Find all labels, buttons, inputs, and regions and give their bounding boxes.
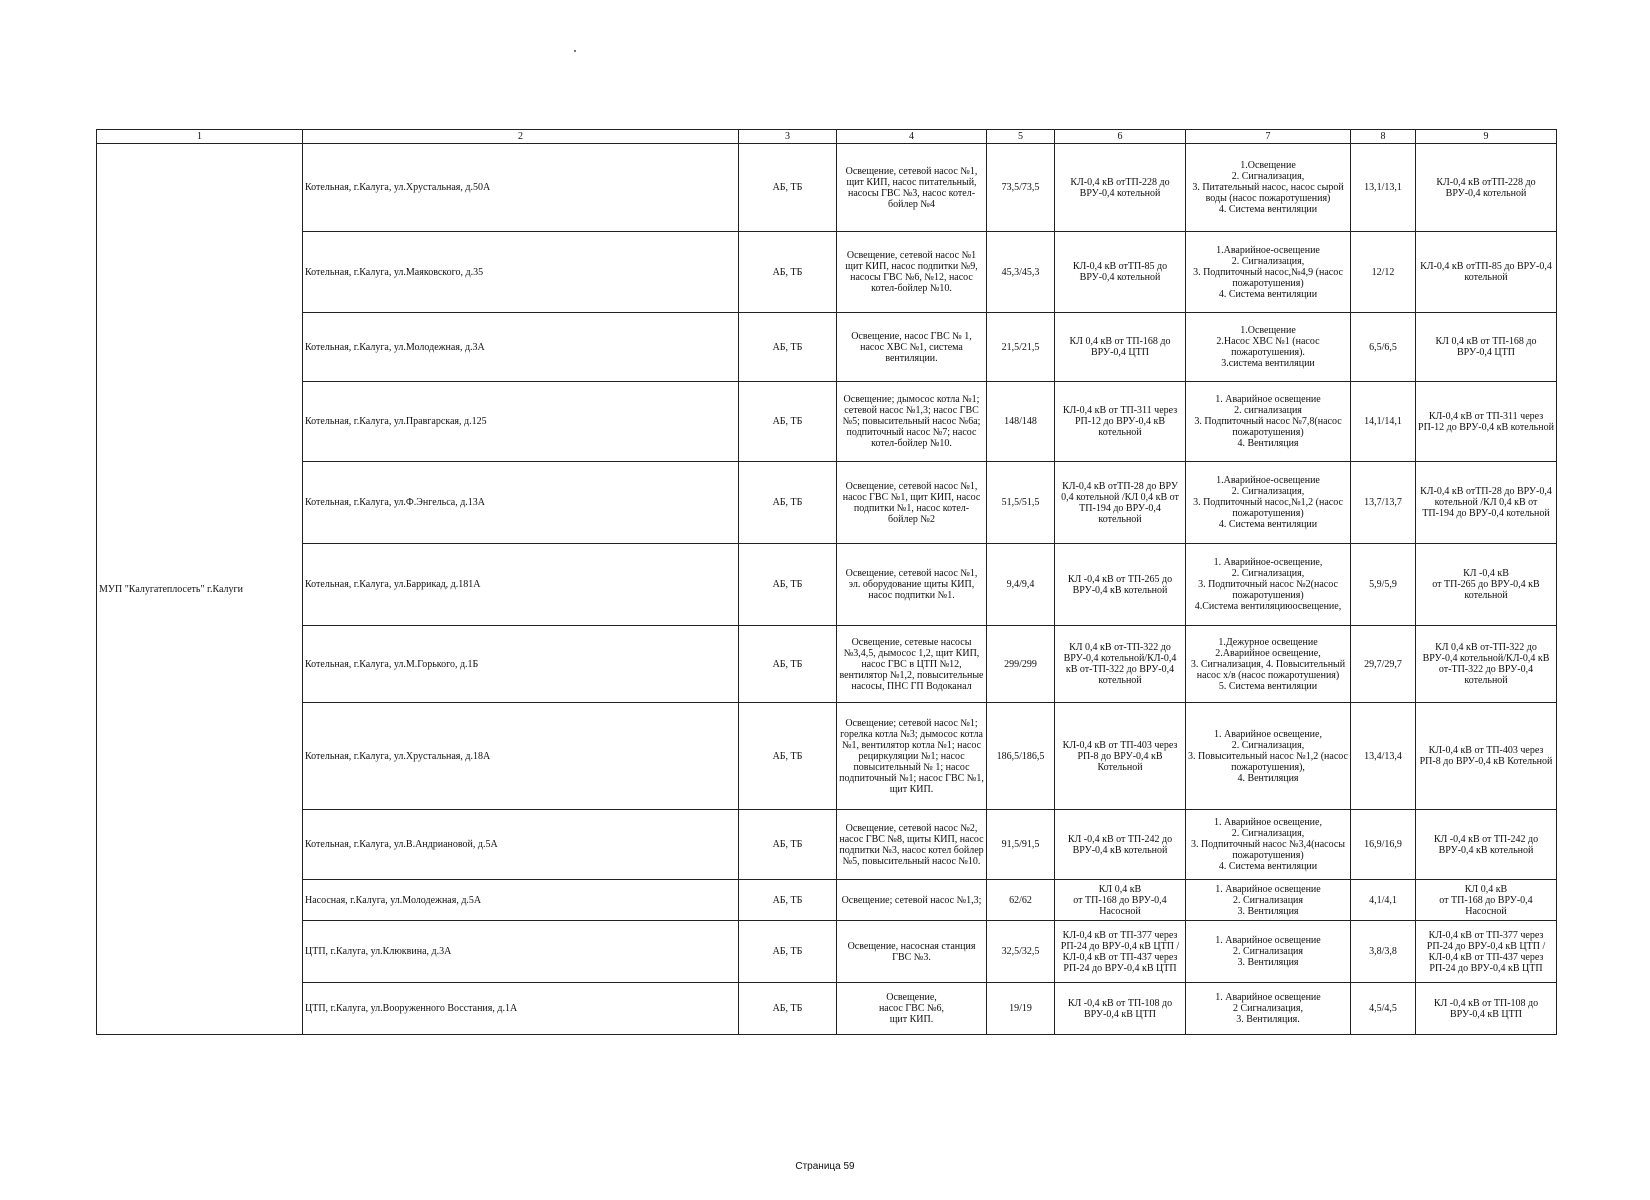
emergency-cell: 1. Аварийное освещение 2. Сигнализация 3. Вентиляция xyxy=(1186,921,1351,983)
reserve-cell: 16,9/16,9 xyxy=(1351,810,1416,880)
emergency-cell: 1. Аварийное освещение 2. Сигнализация 3. Вентиляция xyxy=(1186,880,1351,921)
emergency-cell: 1.Освещение 2.Насос ХВС №1 (насос пожаротушения). 3.система вентиляции xyxy=(1186,313,1351,382)
reserve-cell: 4,1/4,1 xyxy=(1351,880,1416,921)
object-cell: Котельная, г.Калуга, ул.М.Горького, д.1Б xyxy=(303,626,739,703)
route-cell: КЛ-0,4 кВ отТП-28 до ВРУ-0,4 котельной /КЛ 0,4 кВ от ТП-194 до ВРУ-0,4 котельной xyxy=(1416,462,1557,544)
emergency-cell: 1. Аварийное освещение 2. сигнализация 3. Подпиточный насос №7,8(насос пожаротушения) 4. Вентиляция xyxy=(1186,382,1351,462)
emergency-cell: 1.Дежурное освещение 2.Аварийное освещение, 3. Сигнализация, 4. Повысительный насос х/в (насос пожаротушения) 5. Система вентиляции xyxy=(1186,626,1351,703)
object-cell: Котельная, г.Калуга, ул.Хрустальная, д.18А xyxy=(303,703,739,810)
power-cell: 45,3/45,3 xyxy=(987,232,1055,313)
equipment-cell: Освещение, сетевые насосы №3,4,5, дымосос 1,2, щит КИП, насос ГВС в ЦТП №12, вентилятор №1,2, повысительные насосы, ПНС ГП Водоканал xyxy=(837,626,987,703)
emergency-cell: 1.Аварийное-освещение 2. Сигнализация, 3. Подпиточный насос,№4,9 (насос пожаротушения) 4. Система вентиляции xyxy=(1186,232,1351,313)
supply-cell: КЛ 0,4 кВ от ТП-168 до ВРУ-0,4 ЦТП xyxy=(1055,313,1186,382)
reserve-cell: 12/12 xyxy=(1351,232,1416,313)
category-cell: АБ, ТБ xyxy=(739,810,837,880)
organization-cell: МУП "Калугатеплосеть" г.Калуги xyxy=(97,144,303,1035)
object-cell: ЦТП, г.Калуга, ул.Клюквина, д.3А xyxy=(303,921,739,983)
route-cell: КЛ -0,4 кВ от ТП-265 до ВРУ-0,4 кВ котельной xyxy=(1416,544,1557,626)
supply-cell: КЛ -0,4 кВ от ТП-265 до ВРУ-0,4 кВ котельной xyxy=(1055,544,1186,626)
reserve-cell: 5,9/5,9 xyxy=(1351,544,1416,626)
table-row xyxy=(97,921,1557,983)
object-cell: Котельная, г.Калуга, ул.Маяковского, д.35 xyxy=(303,232,739,313)
category-cell: АБ, ТБ xyxy=(739,880,837,921)
emergency-cell: 1. Аварийное освещение, 2. Сигнализация, 3. Повысительный насос №1,2 (насос пожаротушения), 4. Вентиляция xyxy=(1186,703,1351,810)
power-cell: 186,5/186,5 xyxy=(987,703,1055,810)
table-row xyxy=(97,626,1557,703)
header-cell: 7 xyxy=(1186,130,1351,144)
reserve-cell: 14,1/14,1 xyxy=(1351,382,1416,462)
header-cell: 3 xyxy=(739,130,837,144)
table-row xyxy=(97,544,1557,626)
power-cell: 299/299 xyxy=(987,626,1055,703)
header-row xyxy=(97,130,1557,144)
category-cell: АБ, ТБ xyxy=(739,983,837,1035)
header-cell: 2 xyxy=(303,130,739,144)
category-cell: АБ, ТБ xyxy=(739,921,837,983)
supply-cell: КЛ-0,4 кВ от ТП-377 через РП-24 до ВРУ-0,4 кВ ЦТП / КЛ-0,4 кВ от ТП-437 через РП-24 до ВРУ-0,4 кВ ЦТП xyxy=(1055,921,1186,983)
route-cell: КЛ-0,4 кВ отТП-228 до ВРУ-0,4 котельной xyxy=(1416,144,1557,232)
reserve-cell: 13,7/13,7 xyxy=(1351,462,1416,544)
object-cell: Котельная, г.Калуга, ул.Молодежная, д.3А xyxy=(303,313,739,382)
route-cell: КЛ -0,4 кВ от ТП-108 до ВРУ-0,4 кВ ЦТП xyxy=(1416,983,1557,1035)
equipment-cell: Освещение, насос ГВС № 1, насос ХВС №1, система вентиляции. xyxy=(837,313,987,382)
table-row xyxy=(97,703,1557,810)
data-table xyxy=(96,129,1557,1035)
header-cell: 6 xyxy=(1055,130,1186,144)
power-cell: 21,5/21,5 xyxy=(987,313,1055,382)
object-cell: Котельная, г.Калуга, ул.Хрустальная, д.50А xyxy=(303,144,739,232)
table-row xyxy=(97,382,1557,462)
power-cell: 9,4/9,4 xyxy=(987,544,1055,626)
table-row xyxy=(97,880,1557,921)
equipment-cell: Освещение, сетевой насос №1, эл. оборудование щиты КИП, насос подпитки №1. xyxy=(837,544,987,626)
object-cell: Котельная, г.Калуга, ул.В.Андриановой, д.5А xyxy=(303,810,739,880)
supply-cell: КЛ -0,4 кВ от ТП-242 до ВРУ-0,4 кВ котельной xyxy=(1055,810,1186,880)
power-cell: 51,5/51,5 xyxy=(987,462,1055,544)
power-cell: 32,5/32,5 xyxy=(987,921,1055,983)
route-cell: КЛ 0,4 кВ от-ТП-322 до ВРУ-0,4 котельной/КЛ-0,4 кВ от-ТП-322 до ВРУ-0,4 котельной xyxy=(1416,626,1557,703)
supply-cell: КЛ-0,4 кВ от ТП-311 через РП-12 до ВРУ-0,4 кВ котельной xyxy=(1055,382,1186,462)
emergency-cell: 1. Аварийное освещение 2 Сигнализация, 3. Вентиляция. xyxy=(1186,983,1351,1035)
header-cell: 5 xyxy=(987,130,1055,144)
reserve-cell: 3,8/3,8 xyxy=(1351,921,1416,983)
reserve-cell: 4,5/4,5 xyxy=(1351,983,1416,1035)
reserve-cell: 13,1/13,1 xyxy=(1351,144,1416,232)
power-cell: 19/19 xyxy=(987,983,1055,1035)
table-row xyxy=(97,983,1557,1035)
reserve-cell: 6,5/6,5 xyxy=(1351,313,1416,382)
emergency-cell: 1.Аварийное-освещение 2. Сигнализация, 3. Подпиточный насос,№1,2 (насос пожаротушения) 4. Система вентиляции xyxy=(1186,462,1351,544)
supply-cell: КЛ-0,4 кВ отТП-28 до ВРУ 0,4 котельной /КЛ 0,4 кВ от ТП-194 до ВРУ-0,4 котельной xyxy=(1055,462,1186,544)
route-cell: КЛ -0,4 кВ от ТП-242 до ВРУ-0,4 кВ котельной xyxy=(1416,810,1557,880)
equipment-cell: Освещение, насос ГВС №6, щит КИП. xyxy=(837,983,987,1035)
power-cell: 91,5/91,5 xyxy=(987,810,1055,880)
object-cell: Насосная, г.Калуга, ул.Молодежная, д.5А xyxy=(303,880,739,921)
table-row xyxy=(97,144,1557,232)
category-cell: АБ, ТБ xyxy=(739,462,837,544)
object-cell: ЦТП, г.Калуга, ул.Вооруженного Восстания, д.1А xyxy=(303,983,739,1035)
category-cell: АБ, ТБ xyxy=(739,703,837,810)
table-row xyxy=(97,313,1557,382)
route-cell: КЛ-0,4 кВ от ТП-403 через РП-8 до ВРУ-0,4 кВ Котельной xyxy=(1416,703,1557,810)
power-cell: 62/62 xyxy=(987,880,1055,921)
route-cell: КЛ-0,4 кВ от ТП-377 через РП-24 до ВРУ-0,4 кВ ЦТП / КЛ-0,4 кВ от ТП-437 через РП-24 до ВРУ-0,4 кВ ЦТП xyxy=(1416,921,1557,983)
equipment-cell: Освещение, сетевой насос №1, насос ГВС №1, щит КИП, насос подпитки №1, насос котел-бойлер №2 xyxy=(837,462,987,544)
emergency-cell: 1. Аварийное освещение, 2. Сигнализация, 3. Подпиточный насос №3,4(насосы пожаротушения) 4. Система вентиляции xyxy=(1186,810,1351,880)
object-cell: Котельная, г.Калуга, ул.Баррикад, д.181А xyxy=(303,544,739,626)
equipment-cell: Освещение, сетевой насос №1 щит КИП, насос подпитки №9, насосы ГВС №6, №12, насос котел-бойлер №10. xyxy=(837,232,987,313)
supply-cell: КЛ-0,4 кВ от ТП-403 через РП-8 до ВРУ-0,4 кВ Котельной xyxy=(1055,703,1186,810)
equipment-cell: Освещение, сетевой насос №1, щит КИП, насос питательный, насосы ГВС №3, насос котел-бойлер №4 xyxy=(837,144,987,232)
route-cell: КЛ 0,4 кВ от ТП-168 до ВРУ-0,4 ЦТП xyxy=(1416,313,1557,382)
route-cell: КЛ-0,4 кВ от ТП-311 через РП-12 до ВРУ-0,4 кВ котельной xyxy=(1416,382,1557,462)
supply-cell: КЛ -0,4 кВ от ТП-108 до ВРУ-0,4 кВ ЦТП xyxy=(1055,983,1186,1035)
category-cell: АБ, ТБ xyxy=(739,144,837,232)
object-cell: Котельная, г.Калуга, ул.Правгарская, д.125 xyxy=(303,382,739,462)
header-cell: 1 xyxy=(97,130,303,144)
category-cell: АБ, ТБ xyxy=(739,544,837,626)
header-cell: 8 xyxy=(1351,130,1416,144)
supply-cell: КЛ 0,4 кВ от-ТП-322 до ВРУ-0,4 котельной/КЛ-0,4 кВ от-ТП-322 до ВРУ-0,4 котельной xyxy=(1055,626,1186,703)
power-cell: 148/148 xyxy=(987,382,1055,462)
reserve-cell: 29,7/29,7 xyxy=(1351,626,1416,703)
table-row xyxy=(97,462,1557,544)
equipment-cell: Освещение; сетевой насос №1; горелка котла №3; дымосос котла №1, вентилятор котла №1; насос рециркуляции №1; насос повысительный № 1; насос подпиточный №1; насос ГВС №1, щит КИП. xyxy=(837,703,987,810)
category-cell: АБ, ТБ xyxy=(739,626,837,703)
header-cell: 4 xyxy=(837,130,987,144)
power-cell: 73,5/73,5 xyxy=(987,144,1055,232)
supply-cell: КЛ 0,4 кВ от ТП-168 до ВРУ-0,4 Насосной xyxy=(1055,880,1186,921)
route-cell: КЛ 0,4 кВ от ТП-168 до ВРУ-0,4 Насосной xyxy=(1416,880,1557,921)
reserve-cell: 13,4/13,4 xyxy=(1351,703,1416,810)
category-cell: АБ, ТБ xyxy=(739,382,837,462)
equipment-cell: Освещение, сетевой насос №2, насос ГВС №8, щиты КИП, насос подпитки №3, насос котел бойлер №5, повысительный насос №10. xyxy=(837,810,987,880)
page-number: Страница 59 xyxy=(795,1161,855,1172)
scan-speck xyxy=(574,50,576,52)
emergency-cell: 1.Освещение 2. Сигнализация, 3. Питательный насос, насос сырой воды (насос пожаротушения) 4. Система вентиляции xyxy=(1186,144,1351,232)
supply-cell: КЛ-0,4 кВ отТП-228 до ВРУ-0,4 котельной xyxy=(1055,144,1186,232)
header-cell: 9 xyxy=(1416,130,1557,144)
table-row xyxy=(97,810,1557,880)
supply-cell: КЛ-0,4 кВ отТП-85 до ВРУ-0,4 котельной xyxy=(1055,232,1186,313)
equipment-cell: Освещение; дымосос котла №1; сетевой насос №1,3; насос ГВС №5; повысительный насос №6а; подпиточный насос №7; насос котел-бойлер №10. xyxy=(837,382,987,462)
equipment-cell: Освещение; сетевой насос №1,3; xyxy=(837,880,987,921)
emergency-cell: 1. Аварийное-освещение, 2. Сигнализация, 3. Подпиточный насос №2(насос пожаротушения) 4.Система вентиляциюосвещение, xyxy=(1186,544,1351,626)
equipment-cell: Освещение, насосная станция ГВС №3. xyxy=(837,921,987,983)
table-row xyxy=(97,232,1557,313)
object-cell: Котельная, г.Калуга, ул.Ф.Энгельса, д.13А xyxy=(303,462,739,544)
route-cell: КЛ-0,4 кВ отТП-85 до ВРУ-0,4 котельной xyxy=(1416,232,1557,313)
category-cell: АБ, ТБ xyxy=(739,232,837,313)
category-cell: АБ, ТБ xyxy=(739,313,837,382)
